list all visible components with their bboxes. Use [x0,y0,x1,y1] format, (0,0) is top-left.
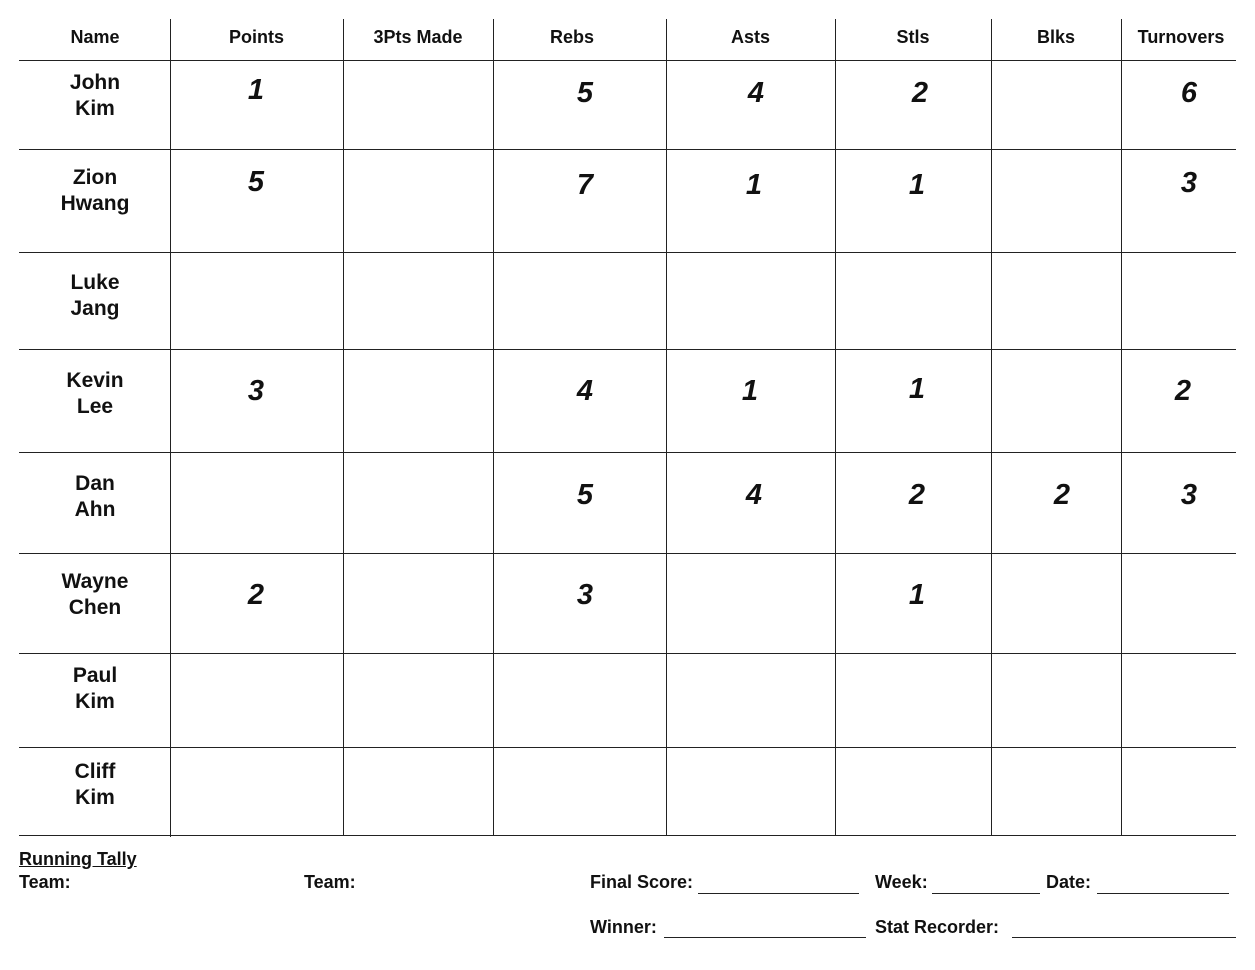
stat-stls: 1 [908,373,926,405]
stat-asts: 1 [745,169,763,201]
grid-line [991,19,992,835]
player-first-name: Cliff [74,760,116,783]
column-header-asts: Asts [730,27,770,47]
stat-rebs: 5 [576,479,594,511]
grid-line [19,349,1236,350]
player-name [20,70,170,122]
grid-line [19,60,1236,61]
grid-line [493,19,494,835]
date-field[interactable] [1097,893,1229,894]
grid-line [19,553,1236,554]
column-header-name: Name [70,27,120,47]
player-first-name: Luke [70,271,120,294]
player-last-name: Hwang [60,192,130,215]
grid-line [19,149,1236,150]
column-header-turnovers: Turnovers [1137,27,1225,47]
stat-rebs: 3 [576,579,594,611]
stat-turnovers: 3 [1180,479,1198,511]
player-last-name: Ahn [74,498,116,521]
stat-asts: 4 [747,77,765,109]
player-name [20,759,170,811]
player-last-name: Kim [75,690,115,713]
stat-stls: 1 [908,579,926,611]
column-header-3pts-made: 3Pts Made [373,27,463,47]
stat-asts: 4 [745,479,763,511]
player-last-name: Chen [68,596,122,619]
stat-rebs: 4 [576,375,594,407]
grid-line [835,19,836,835]
stat-recorder-field[interactable] [1012,937,1236,938]
grid-line [19,653,1236,654]
stat-points: 2 [247,579,265,611]
player-name [20,471,170,523]
player-first-name: Wayne [61,570,129,593]
running-tally-label: Running Tally [19,849,137,869]
grid-line [19,252,1236,253]
player-first-name: Zion [72,166,118,189]
stat-asts: 1 [741,375,759,407]
grid-line [19,747,1236,748]
stat-stls: 1 [908,169,926,201]
grid-line [170,19,171,837]
stat-points: 5 [247,166,265,198]
player-last-name: Lee [76,395,114,418]
team-label-1: Team: [19,872,71,892]
stat-turnovers: 3 [1180,167,1198,199]
stat-rebs: 5 [576,77,594,109]
column-header-stls: Stls [896,27,930,47]
grid-line [19,835,1236,836]
week-field[interactable] [932,893,1040,894]
final-score-field[interactable] [698,893,859,894]
stat-blks: 2 [1053,479,1071,511]
column-header-rebs: Rebs [549,27,594,47]
grid-line [343,19,344,835]
stat-turnovers: 6 [1180,77,1198,109]
grid-line [19,452,1236,453]
player-last-name: Kim [75,786,115,809]
stat-turnovers: 2 [1174,375,1192,407]
winner-field[interactable] [664,937,866,938]
stat-recorder-label: Stat Recorder: [875,917,1000,937]
team-label-2: Team: [304,872,356,892]
stat-points: 1 [247,74,265,106]
stat-stls: 2 [911,77,929,109]
player-first-name: Dan [75,472,115,495]
player-name [20,270,170,322]
grid-line [666,19,667,835]
winner-label: Winner: [590,917,657,937]
stat-rebs: 7 [576,169,594,201]
player-first-name: Kevin [66,369,124,392]
final-score-label: Final Score: [590,872,694,892]
player-name [20,368,170,420]
player-name [20,663,170,715]
player-first-name: John [69,71,121,94]
player-last-name: Kim [75,97,115,120]
date-label: Date: [1046,872,1092,892]
stat-points: 3 [247,375,265,407]
column-header-blks: Blks [1036,27,1076,47]
player-name [20,165,170,217]
player-first-name: Paul [72,664,118,687]
grid-line [1121,19,1122,835]
player-last-name: Jang [70,297,120,320]
stat-stls: 2 [908,479,926,511]
column-header-points: Points [228,27,284,47]
week-label: Week: [875,872,928,892]
player-name [20,569,170,621]
